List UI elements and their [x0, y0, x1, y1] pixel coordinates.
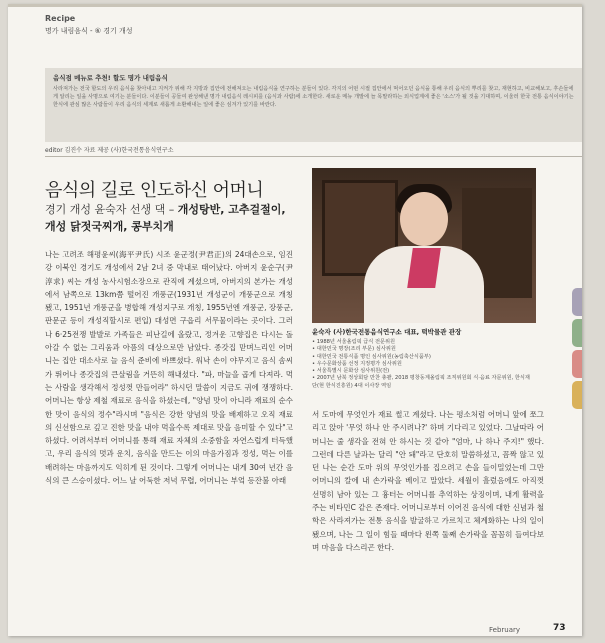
profile-list — [312, 339, 534, 390]
intro-box — [45, 68, 582, 142]
article-column-2: 서 도마에 무엇인가 재료 썰고 계셨다. 나는 평소처럼 어머니 앞에 쪼그리고 앉아 '무엇 하나 안 주시려나?' 하며 기다리고 있었다. 그날따라 어머니는 줄 생각을 전혀 안 하시는 것 같아 "엄마, 나 하나 주지!" 했다. 그런데 다른 날과는 달리 "안 돼"라고 단호히 말씀하셨고, 꼼짝 않고 있던 나는 순간 도마 위의 무엇인가를 집으려고 손을 들이밀었는데 그만 어머니의 칼에 내 손가락을 베이고 말았다. 세월이 흘렀음에도 아직껏 선명히 남아 있는 그 흉터는 어머니를 추억하는 상징이며, 내게 활력을 주는 비타민C 같은 존재다. 어머니로부터 이어진 음식에 대한 신념과 철학은 사라져가는 전통 음식을 발굴하고 가르치고 체계화하는 나의 일이 됐으며, 나는 그 일이 힘들 때마다 왼쪽 둘째 손가락을 꼼꼼히 들여다보며 마음을 다스리곤 한다. — [312, 410, 544, 552]
section-label: Recipe — [45, 14, 76, 23]
page-number: 73 — [553, 623, 566, 633]
intro-box-title: 음식점 메뉴로 추천! 할도 명가 내림음식 — [53, 74, 168, 82]
article-subtitle — [45, 201, 286, 217]
intro-box-text: 사라져가는 전국 할도의 우리 음식을 찾아내고 지켜가 위해 각 지방과 집안에 전해져오는 내림음식을 연구하는 분들이 있다. 각지의 어떤 시절 집안에서 먹어오던 음식을 통해 우리 음식의 뿌리를 찾고, 재현하고, 비교해보고, 후손들에게 알리는 일을 사명으로 여기는 분들이다. 이분들이 공들여 완성해낸 명가 내림음식 레시피를 (음식과 사람)에 소개한다. 새로운 메뉴 개발에 늘 목말라하는 외식업계에 좋은 '소스'가 될 것을 기대하며, 이울러 한국 전통 음식이야기는 한식에 관심 많은 사람들이 우리 음식의 세계로 새롭게 소환해내는 일에 좋은 심겨가 있기를 바란다. — [53, 86, 574, 109]
profile-item: • 2007년 남북 정상회담 만찬 총괄, 2018 평창동계올림픽 조직위원회 식·음료 자문위원, 한식재단(현 한식진흥원) 4대 이사장 역임 — [312, 375, 534, 390]
subtitle-bold: 개성탕반, 고추걸절이, — [177, 203, 286, 216]
profile-item: • 대한민국 전통식품 명인 심사위원(농림축산식품부) — [312, 354, 534, 361]
article-headline: 음식의 길로 인도하신 어머니 — [45, 180, 264, 201]
profile-title: 윤숙자 (사)한국전통음식연구소 대표, 떡박물관 관장 — [312, 328, 462, 336]
article-column-1: 나는 고려조 해평윤씨(海平尹氏) 시조 윤군정(尹君正)의 24대손으로, 임진강 이북인 경기도 개성에서 2남 2녀 중 막내로 태어났다. 아버지 윤순구(尹淳求) 씨는 개성 농사시험소장으로 관직에 계셨으며, 아버지의 본가는 개성에서 남쪽으로 13km쯤 떨어진 개풍군(1931년 개성군이 개풍군으로 개칭됐고, 1951년 개풍군을 병합해 개성지구로 개칭, 1955년엔 개풍군, 장풍군, 판문군 등이 개성직할시로 편입) 대성면 구읍리 서무물이라는 곳이다. 그러나 6·25전쟁 발발로 가족들은 피난길에 올랐고, 정겨운 고향집은 다시는 돌아갈 수 없는 그리움과 아픔의 대상으로만 남았다. 종갓집 맏며느리인 어머니는 집안 대소사로 늘 음식 준비에 바쁘셨다. 워낙 손이 야무지고 음식 솜씨가 뛰어나 종갓집의 큰살림을 거뜬히 해내셨다. "파, 마늘을 곱게 다져라. 먹는 사람을 생각해서 정성껏 만들어라" 하시던 말씀이 지금도 귀에 쟁쟁하다. 어머니는 항상 제철 재료로 음식을 하셨는데, "양념 맛이 아니라 재료의 순수한 맛이 음식의 정수"라시며 "음식은 강한 양념의 맛을 배제하고 오직 재료의 신선함으로 깊고 진한 맛을 내야 먹을수록 제대로 맛을 음미할 수 있다"고 하셨다. 어려서부터 어머니를 통해 재료 자체의 소중함을 자연스럽게 터득했고, 우리 음식의 멋과 운치, 음식을 만드는 이의 마음가짐과 정성, 먹는 이를 배려하는 마음까지도 익히게 된 것이다. 그렇게 어머니는 내게 30여 년간 음식의 큰 스승이셨다. 어느 날 어둑한 저녁 무렵, 어머니는 부엌 등잔불 아래 — [45, 250, 293, 486]
color-tab — [572, 381, 582, 409]
color-tab — [572, 319, 582, 347]
divider — [45, 156, 582, 157]
top-rule — [8, 4, 582, 7]
footer-month: February — [489, 626, 521, 634]
article-subtitle-line2: 개성 닭젓국찌개, 콩부치개 — [45, 220, 174, 233]
subsection-label: 명가 내림음식 - ⑥ 경기 개성 — [45, 27, 133, 35]
profile-item: • 서울특별시 문화상 심사위원(전) — [312, 368, 534, 375]
profile-item: • 대한민국 명장(조리 부문) 심사위원 — [312, 346, 534, 353]
profile-item: • 우수문화상품 선정 지정평가 심사위원 — [312, 361, 534, 368]
color-tab — [572, 288, 582, 316]
credits: editor 김진수 자료 제공 (사)한국전통음식연구소 — [45, 147, 174, 154]
photo-face — [400, 192, 448, 246]
color-tab — [572, 350, 582, 378]
profile-item: • 1988년 서울올림픽 급식 전문위원 — [312, 339, 534, 346]
color-tabs — [572, 288, 582, 412]
subtitle-prefix: 경기 개성 윤숙자 선생 댁 – — [45, 203, 178, 216]
magazine-page — [8, 4, 582, 636]
photo-collar — [407, 248, 441, 288]
portrait-photo — [312, 168, 536, 323]
